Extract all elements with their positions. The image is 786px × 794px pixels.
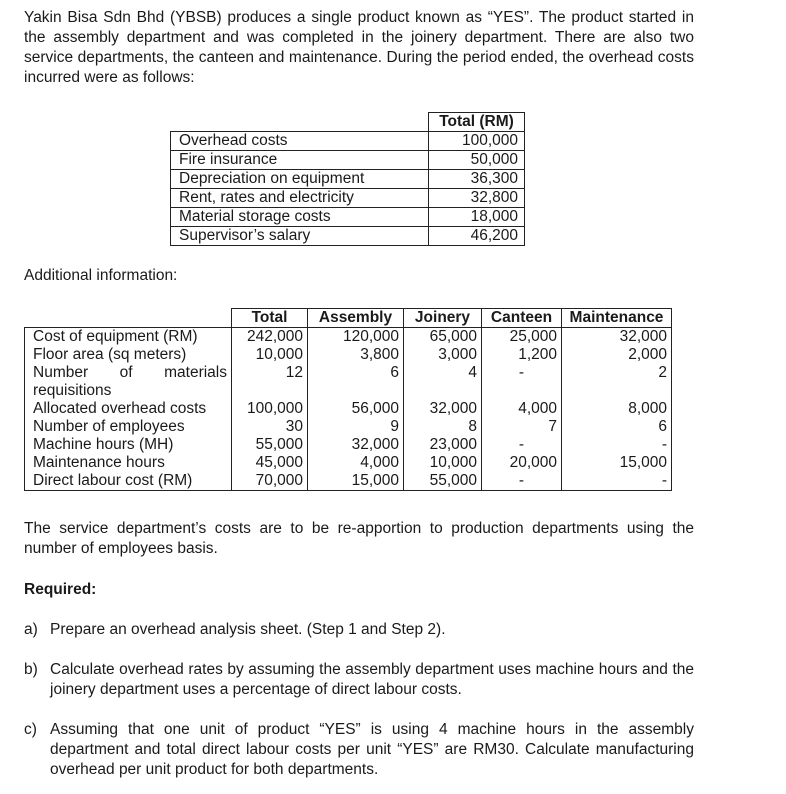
label-word: materials: [164, 364, 227, 381]
info-cell-maintenance: -: [562, 472, 672, 491]
overhead-item-value: 18,000: [429, 208, 525, 227]
info-cell-assembly: 32,000: [308, 436, 404, 454]
table-row: [25, 364, 672, 400]
info-cell-assembly: 6: [308, 364, 404, 400]
overhead-costs-table: [170, 112, 525, 246]
info-cell-joinery: 32,000: [404, 400, 482, 418]
table-row: [171, 132, 525, 151]
info-cell-assembly: 3,800: [308, 346, 404, 364]
info-cell-assembly: 56,000: [308, 400, 404, 418]
info-cell-maintenance: 2: [562, 364, 672, 400]
overhead-item-name: Depreciation on equipment: [171, 170, 429, 189]
info-cell-canteen: 4,000: [482, 400, 562, 418]
overhead-item-name: Overhead costs: [171, 132, 429, 151]
info-cell-maintenance: 2,000: [562, 346, 672, 364]
info-cell-canteen: 20,000: [482, 454, 562, 472]
overhead-item-name: Fire insurance: [171, 151, 429, 170]
info-cell-total: 100,000: [232, 400, 308, 418]
requirement-text: Assuming that one unit of product “YES” is using 4 machine hours in the assembly department and total direct labour costs per unit “YES” are RM30. Calculate manufacturing overhead per unit product for both departments.: [50, 721, 694, 778]
info-cell-maintenance: 32,000: [562, 328, 672, 347]
info-cell-canteen: 25,000: [482, 328, 562, 347]
info-cell-joinery: 55,000: [404, 472, 482, 491]
info-cell-canteen: -: [482, 436, 562, 454]
info-row-label: Cost of equipment (RM): [25, 328, 232, 347]
requirement-label: c): [24, 721, 37, 738]
info-cell-total: 242,000: [232, 328, 308, 347]
label-word: of: [119, 364, 133, 381]
overhead-header-blank: [171, 113, 429, 132]
info-cell-joinery: 10,000: [404, 454, 482, 472]
info-cell-canteen: -: [482, 364, 562, 400]
requirement-a: [24, 620, 694, 640]
info-header-assembly: Assembly: [308, 309, 404, 328]
overhead-table-header-row: [171, 113, 525, 132]
table-row: [25, 418, 672, 436]
additional-info-table: [24, 308, 672, 491]
info-row-label: Maintenance hours: [25, 454, 232, 472]
info-header-joinery: Joinery: [404, 309, 482, 328]
info-cell-joinery: 23,000: [404, 436, 482, 454]
additional-info-label: Additional information:: [24, 267, 178, 284]
info-row-label: [25, 364, 232, 400]
table-row: [25, 346, 672, 364]
info-cell-maintenance: 8,000: [562, 400, 672, 418]
info-header-maintenance: Maintenance: [562, 309, 672, 328]
table-row: [25, 436, 672, 454]
table-row: [25, 400, 672, 418]
info-header-total: Total: [232, 309, 308, 328]
info-cell-canteen: 7: [482, 418, 562, 436]
overhead-item-name: Rent, rates and electricity: [171, 189, 429, 208]
requirement-text: Prepare an overhead analysis sheet. (Step 1 and Step 2).: [50, 621, 446, 638]
table-row: [171, 208, 525, 227]
info-row-label: Machine hours (MH): [25, 436, 232, 454]
info-cell-canteen: 1,200: [482, 346, 562, 364]
info-cell-canteen: -: [482, 472, 562, 491]
table-row: [171, 227, 525, 246]
info-cell-joinery: 4: [404, 364, 482, 400]
info-cell-joinery: 3,000: [404, 346, 482, 364]
requirement-b: [24, 660, 694, 700]
overhead-item-name: Material storage costs: [171, 208, 429, 227]
info-cell-joinery: 8: [404, 418, 482, 436]
info-cell-assembly: 9: [308, 418, 404, 436]
overhead-item-value: 50,000: [429, 151, 525, 170]
info-header-canteen: Canteen: [482, 309, 562, 328]
info-row-label: Allocated overhead costs: [25, 400, 232, 418]
info-cell-joinery: 65,000: [404, 328, 482, 347]
label-word: Number: [33, 364, 89, 381]
table-row: [171, 170, 525, 189]
info-row-label-split: [33, 364, 227, 382]
requirement-label: b): [24, 661, 38, 678]
table-row: [25, 328, 672, 347]
info-cell-assembly: 15,000: [308, 472, 404, 491]
overhead-header-total: Total (RM): [429, 113, 525, 132]
required-heading: Required:: [24, 581, 97, 598]
info-cell-assembly: 4,000: [308, 454, 404, 472]
info-row-label: Direct labour cost (RM): [25, 472, 232, 491]
info-cell-maintenance: 6: [562, 418, 672, 436]
info-row-label: Number of employees: [25, 418, 232, 436]
service-department-note: The service department’s costs are to be re-apportion to production departments using the number of employees basis.: [24, 520, 694, 557]
info-cell-total: 10,000: [232, 346, 308, 364]
label-continuation: requisitions: [33, 382, 112, 399]
info-cell-total: 12: [232, 364, 308, 400]
table-row: [25, 472, 672, 491]
info-cell-total: 70,000: [232, 472, 308, 491]
info-header-blank: [25, 309, 232, 328]
requirement-label: a): [24, 621, 38, 638]
info-row-label: Floor area (sq meters): [25, 346, 232, 364]
info-cell-maintenance: 15,000: [562, 454, 672, 472]
overhead-item-value: 36,300: [429, 170, 525, 189]
info-cell-total: 55,000: [232, 436, 308, 454]
overhead-item-value: 46,200: [429, 227, 525, 246]
info-cell-total: 45,000: [232, 454, 308, 472]
info-cell-assembly: 120,000: [308, 328, 404, 347]
intro-paragraph: Yakin Bisa Sdn Bhd (YBSB) produces a single product known as “YES”. The product started in the assembly department and was completed in the joinery department. There are also two service departments, the canteen and maintenance. During the period ended, the overhead costs incurred were as follows:: [24, 9, 694, 86]
table-row: [171, 151, 525, 170]
table-row: [171, 189, 525, 208]
overhead-item-value: 32,800: [429, 189, 525, 208]
info-cell-maintenance: -: [562, 436, 672, 454]
overhead-item-value: 100,000: [429, 132, 525, 151]
table-row: [25, 454, 672, 472]
info-table-header-row: [25, 309, 672, 328]
info-cell-total: 30: [232, 418, 308, 436]
overhead-item-name: Supervisor’s salary: [171, 227, 429, 246]
requirement-c: [24, 720, 694, 780]
requirement-text: Calculate overhead rates by assuming the assembly department uses machine hours and the joinery department uses a percentage of direct labour costs.: [50, 661, 694, 698]
